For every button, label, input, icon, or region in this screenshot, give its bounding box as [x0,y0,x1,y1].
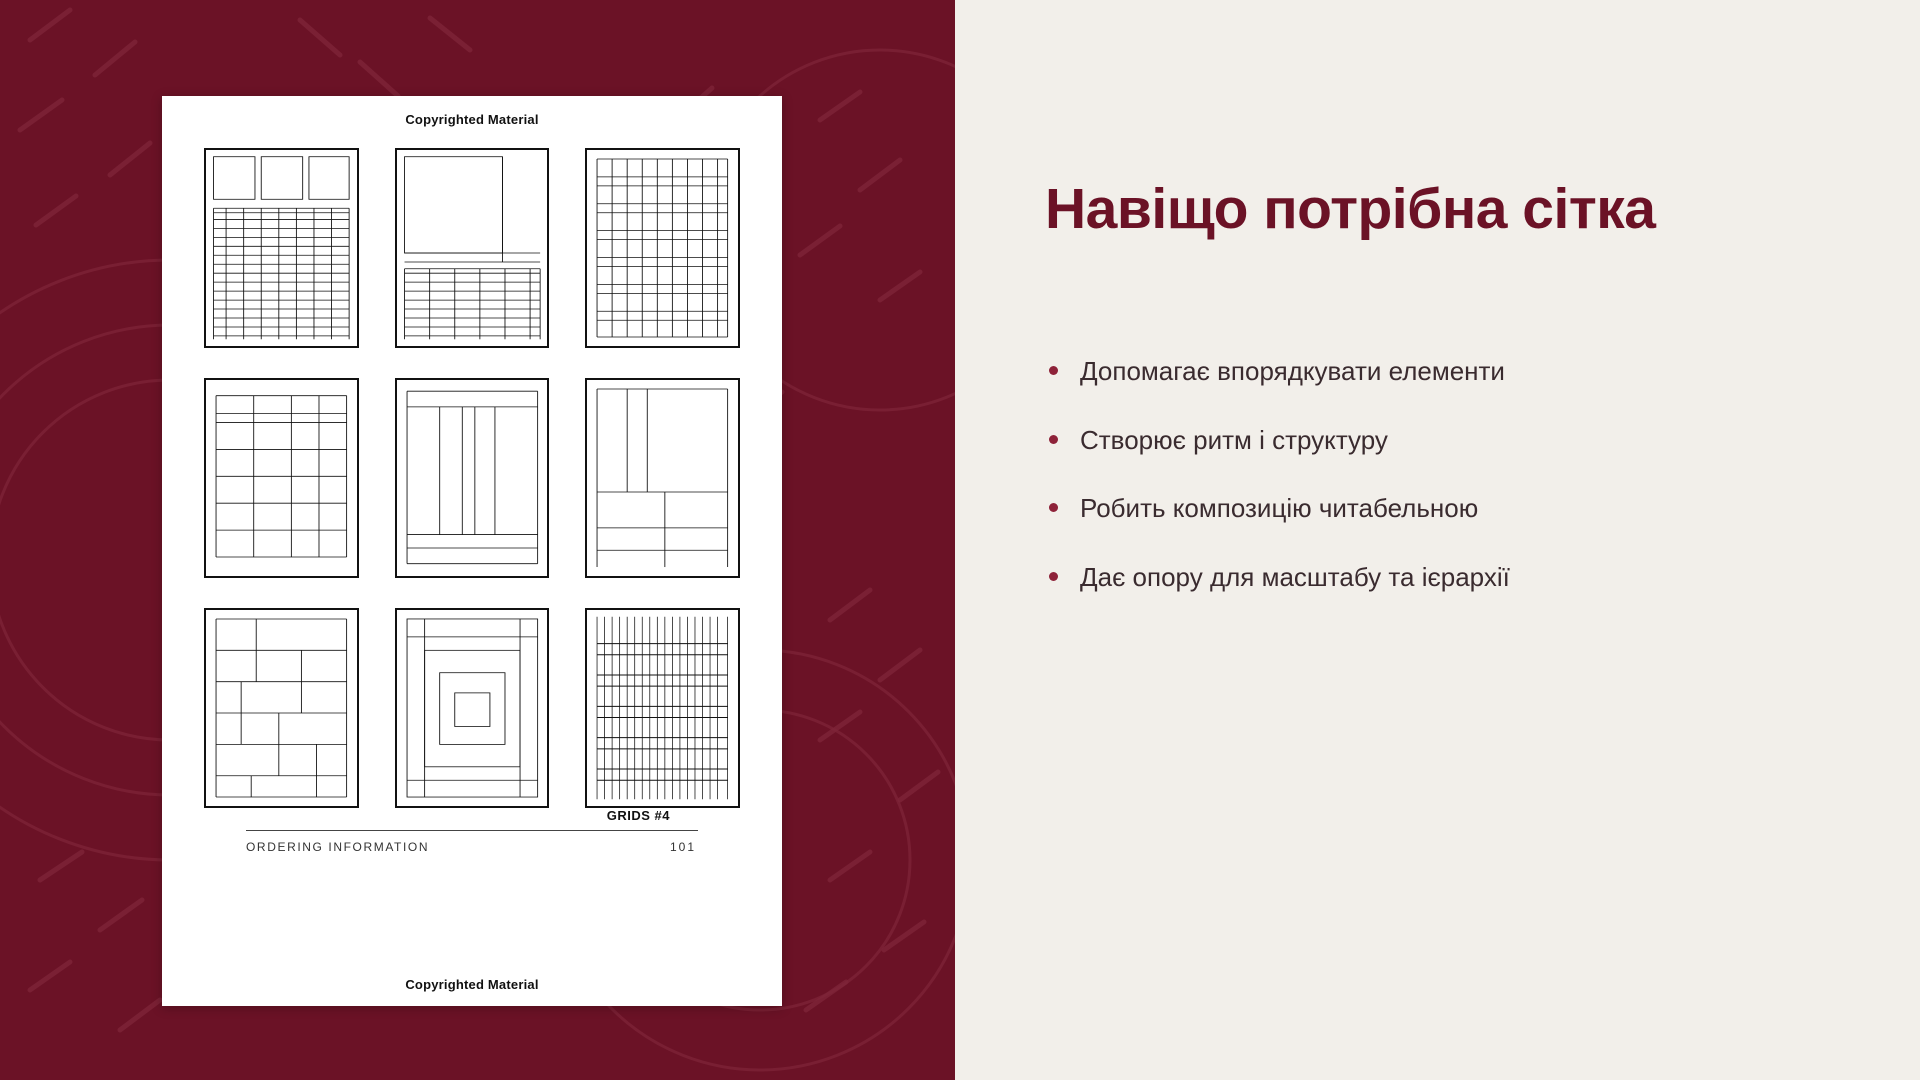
list-item-label: Робить композицію читабельною [1080,493,1479,523]
book-page-image [162,96,782,1006]
grid-thumbnail-matrix [204,148,740,910]
list-item [1045,561,1805,594]
left-image-panel [0,0,955,1080]
footer-divider [246,830,698,831]
list-item-label: Дає опору для масштабу та ієрархії [1080,561,1510,592]
grid-thumbnail-5 [395,378,550,578]
copyright-footer: Copyrighted Material [405,977,539,992]
list-item-label: Створює ритм і структуру [1080,424,1388,455]
grid-thumbnail-9 [585,608,740,808]
grid-thumbnail-1 [204,148,359,348]
grid-thumbnail-4 [204,378,359,578]
grid-thumbnail-8 [395,608,550,808]
grid-thumbnail-7 [204,608,359,808]
copyright-header: Copyrighted Material [405,112,539,127]
grid-thumbnail-3 [585,148,740,348]
list-item [1045,424,1805,457]
bullet-dot-icon [1049,366,1058,375]
right-content-panel [955,0,1920,1080]
book-page-footer [246,804,698,864]
list-item [1045,355,1805,388]
ordering-information-label: ORDERING INFORMATION [246,840,430,854]
bullet-dot-icon [1049,435,1058,444]
page-number: 101 [669,840,696,854]
page-title: Навіщо потрібна сітка [1045,177,1656,241]
bullet-dot-icon [1049,503,1058,512]
bullet-dot-icon [1049,572,1058,581]
grid-thumbnail-6 [585,378,740,578]
bullet-list [1045,355,1805,629]
list-item [1045,492,1805,525]
grid-thumbnail-2 [395,148,550,348]
list-item-label: Допомагає впорядкувати елементи [1080,356,1505,386]
section-label: GRIDS #4 [606,808,670,823]
